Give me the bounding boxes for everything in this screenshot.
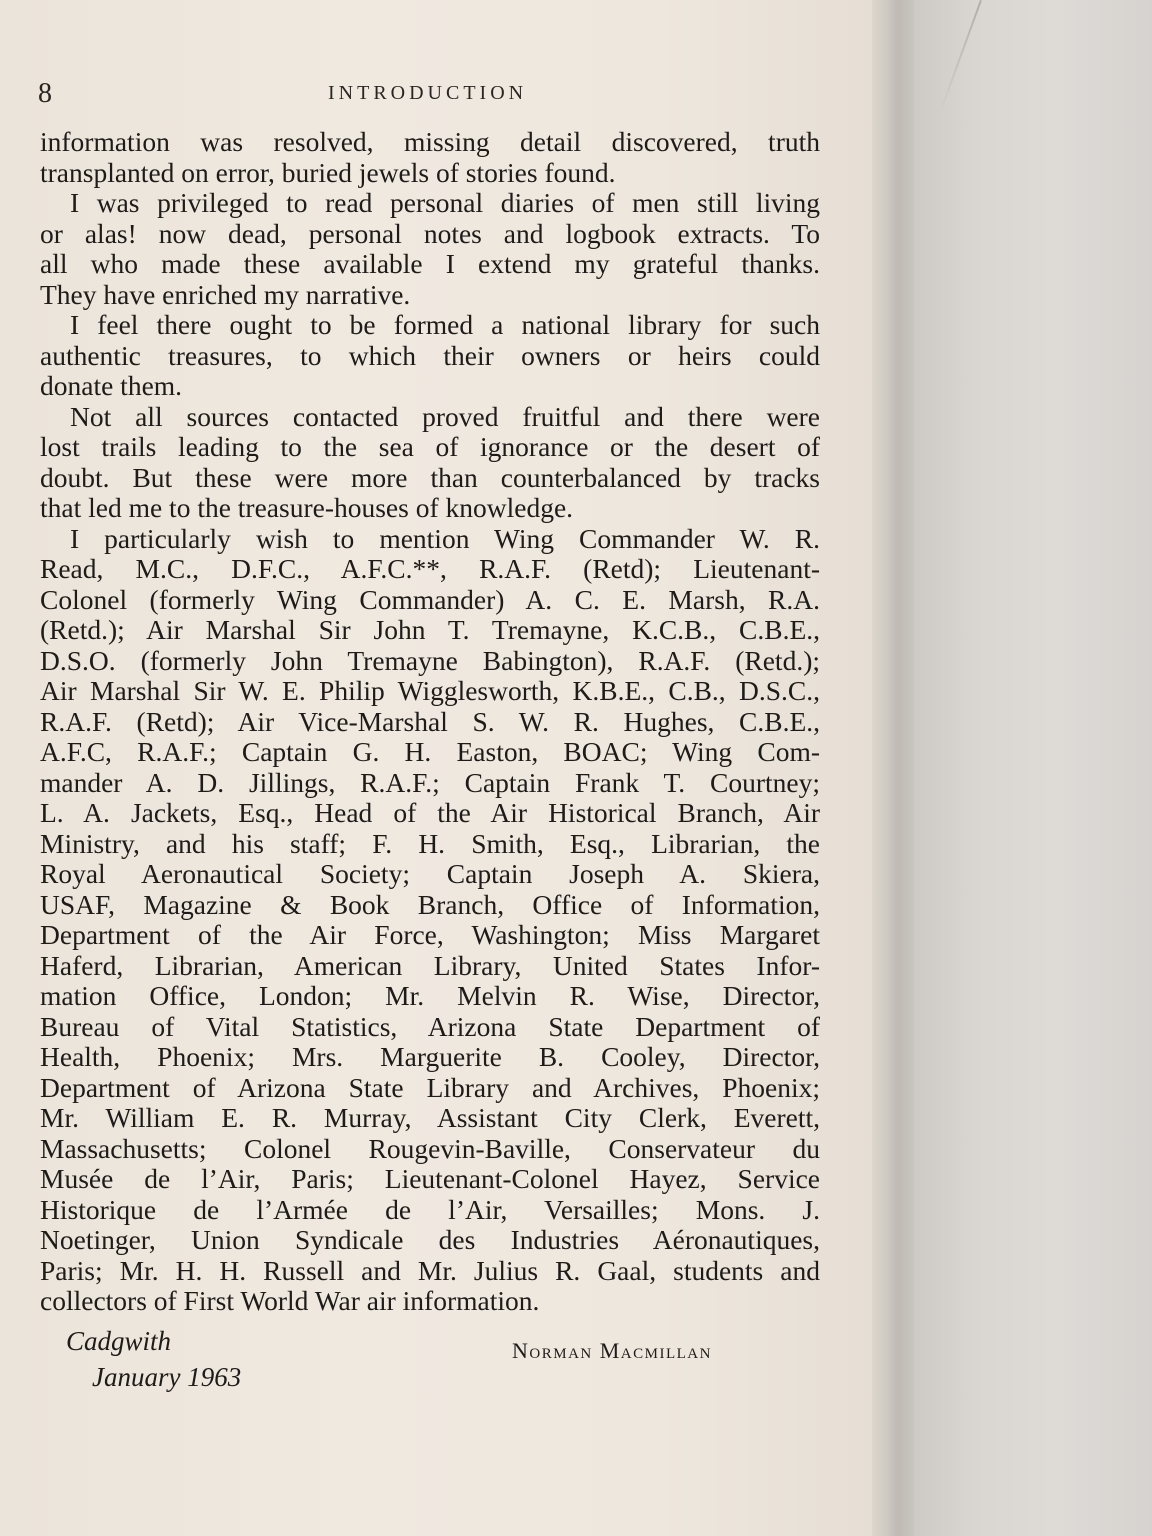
text-line: authentic treasures, to which their owners or heirs could bbox=[40, 340, 820, 371]
text-line: donate them. bbox=[40, 371, 183, 401]
facing-page bbox=[914, 0, 1152, 1536]
text-line: Health, Phoenix; Mrs. Marguerite B. Cooley, Director, bbox=[40, 1042, 820, 1072]
text-line: Colonel (formerly Wing Commander) A. C. E. Marsh, R.A. bbox=[40, 584, 820, 615]
text-line: Haferd, Librarian, American Library, United States Infor- bbox=[40, 950, 820, 981]
text-line: or alas! now dead, personal notes and logbook extracts. To bbox=[40, 218, 820, 249]
signature-block bbox=[40, 1326, 820, 1406]
text-line: Mr. William E. R. Murray, Assistant City Clerk, Everett, bbox=[40, 1103, 820, 1133]
text-line: Historique de l’Armée de l’Air, Versailles; Mons. J. bbox=[40, 1194, 820, 1225]
text-line: Musée de l’Air, Paris; Lieutenant-Colonel Hayez, Service bbox=[40, 1164, 820, 1194]
running-head bbox=[38, 78, 818, 112]
text-line: mander A. D. Jillings, R.A.F.; Captain Frank T. Courtney; bbox=[40, 767, 820, 798]
text-line: lost trails leading to the sea of ignorance or the desert of bbox=[40, 432, 820, 462]
text-line: They have enriched my narrative. bbox=[40, 279, 411, 310]
text-line: I was privileged to read personal diaries of men still living bbox=[70, 188, 820, 218]
text-line: Department of the Air Force, Washington; Miss Margaret bbox=[40, 920, 820, 950]
text-line: all who made these available I extend my grateful thanks. bbox=[40, 249, 820, 279]
author-name: Norman Macmillan bbox=[512, 1338, 712, 1363]
text-line: I particularly wish to mention Wing Commander W. R. bbox=[70, 523, 820, 554]
text-line: D.S.O. (formerly John Tremayne Babington), R.A.F. (Retd.); bbox=[40, 645, 820, 676]
text-line: R.A.F. (Retd); Air Vice-Marshal S. W. R. Hughes, C.B.E., bbox=[40, 706, 820, 737]
text-line: collectors of First World War air information. bbox=[40, 1286, 540, 1316]
text-line: Read, M.C., D.F.C., A.F.C.**, R.A.F. (Retd); Lieutenant- bbox=[40, 554, 820, 584]
text-line: Paris; Mr. H. H. Russell and Mr. Julius R. Gaal, students and bbox=[40, 1255, 820, 1286]
text-line: Noetinger, Union Syndicale des Industries Aéronautiques, bbox=[40, 1225, 820, 1255]
page-number: 8 bbox=[38, 78, 52, 109]
text-line: mation Office, London; Mr. Melvin R. Wise, Director, bbox=[40, 981, 820, 1011]
text-line: information was resolved, missing detail discovered, truth bbox=[40, 127, 820, 157]
signature-place: Cadgwith bbox=[66, 1326, 172, 1356]
text-line: Department of Arizona State Library and Archives, Phoenix; bbox=[40, 1072, 820, 1103]
text-line: that led me to the treasure-houses of knowledge. bbox=[40, 493, 574, 523]
book-gutter bbox=[872, 0, 914, 1536]
text-line: Ministry, and his staff; F. H. Smith, Esq., Librarian, the bbox=[40, 828, 820, 859]
text-line: (Retd.); Air Marshal Sir John T. Tremayne, K.C.B., C.B.E., bbox=[40, 615, 820, 645]
section-title: INTRODUCTION bbox=[328, 82, 528, 104]
text-line: doubt. But these were more than counterbalanced by tracks bbox=[40, 462, 820, 493]
text-line: Not all sources contacted proved fruitful and there were bbox=[70, 401, 820, 432]
text-line: Massachusetts; Colonel Rougevin-Baville, Conservateur du bbox=[40, 1133, 820, 1164]
body-text bbox=[40, 127, 820, 1317]
text-line: L. A. Jackets, Esq., Head of the Air Historical Branch, Air bbox=[40, 798, 820, 828]
text-line: transplanted on error, buried jewels of stories found. bbox=[40, 157, 616, 188]
text-line: Royal Aeronautical Society; Captain Joseph A. Skiera, bbox=[40, 859, 820, 889]
text-line: I feel there ought to be formed a national library for such bbox=[70, 310, 820, 340]
text-line: Bureau of Vital Statistics, Arizona State Department of bbox=[40, 1011, 820, 1042]
signature-date: January 1963 bbox=[92, 1362, 242, 1392]
text-line: A.F.C, R.A.F.; Captain G. H. Easton, BOAC; Wing Com- bbox=[40, 737, 820, 767]
text-line: Air Marshal Sir W. E. Philip Wigglesworth, K.B.E., C.B., D.S.C., bbox=[40, 676, 820, 706]
text-line: USAF, Magazine & Book Branch, Office of Information, bbox=[40, 889, 820, 920]
